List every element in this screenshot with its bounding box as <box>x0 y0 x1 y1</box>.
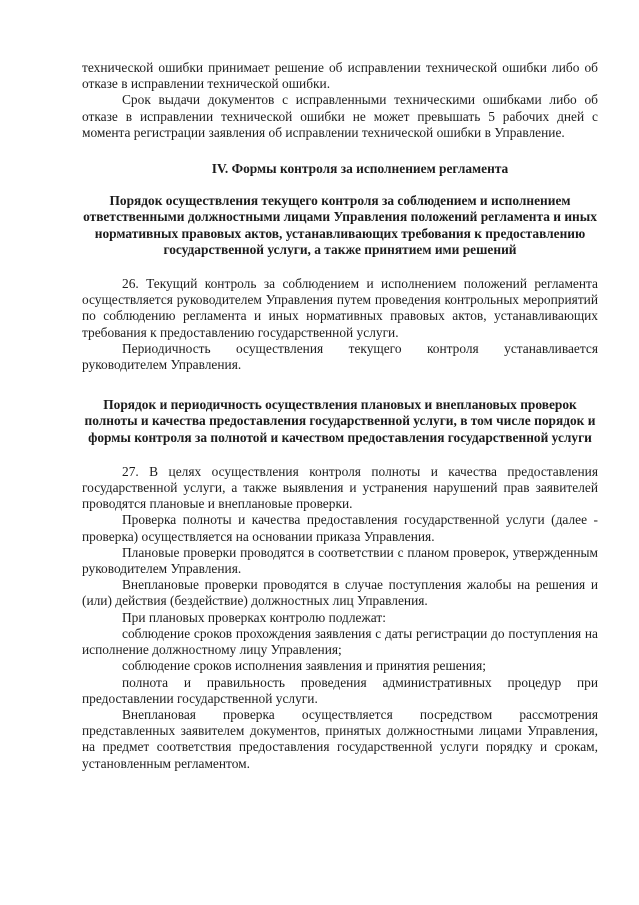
paragraph-26: 26. Текущий контроль за соблюдением и исполнением положений регламента осуществляется руководителем Управления путем проведения контрольных мероприятий по соблюдению регламента и иных нормативных правовых актов, устанавливающих требования к предоставлению государственной услуги. <box>82 276 598 340</box>
paragraph-27-planned: Плановые проверки проводятся в соответствии с планом проверок, утвержденным руководителем Управления. <box>82 544 598 577</box>
paragraph-intro-continuation: технической ошибки принимает решение об исправлении технической ошибки либо об отказе в исправлении технической ошибки. <box>82 60 598 92</box>
paragraph-27-unplanned: Внеплановые проверки проводятся в случае поступления жалобы на решения и (или) действия (бездействие) должностных лиц Управления. <box>82 577 598 609</box>
list-item-deadlines-execution: соблюдение сроков исполнения заявления и принятия решения; <box>122 658 486 674</box>
paragraph-27-subject: При плановых проверках контролю подлежат: <box>122 609 386 625</box>
list-item-completeness: полнота и правильность проведения административных процедур при предоставлении государственной услуги. <box>82 674 598 706</box>
chapter-title: IV. Формы контроля за исполнением регламента <box>211 161 509 177</box>
paragraph-27-unplanned-check: Внеплановая проверка осуществляется посредством рассмотрения представленных заявителем документов, принятых должностными лицами Управления, на предмет соответствия предоставления государственной услуги порядку и срокам, установленным регламентом. <box>82 706 598 771</box>
list-item-deadlines-registration: соблюдение сроков прохождения заявления с даты регистрации до поступления на исполнение должностному лицу Управления; <box>82 625 598 658</box>
paragraph-26-periodicity: Периодичность осуществления текущего контроля устанавливается руководителем Управления. <box>82 340 598 373</box>
section-title-inspections: Порядок и периодичность осуществления плановых и внеплановых проверок полноты и качества предоставления государственной услуги, в том числе порядок и формы контроля за полнотой и качеством предоставления государственной услуги <box>84 397 596 445</box>
paragraph-deadline: Срок выдачи документов с исправленными техническими ошибками либо об отказе в исправлении технической ошибки не может превышать 5 рабочих дней с момента регистрации заявления об исправлении технической ошибки в Управление. <box>82 92 598 140</box>
section-title-current-control: Порядок осуществления текущего контроля за соблюдением и исполнением ответственными должностными лицами Управления положений регламента и иных нормативных правовых актов, устанавливающих требования к предоставлению государственной услуги, а также принятием ими решений <box>83 193 597 257</box>
paragraph-27: 27. В целях осуществления контроля полноты и качества предоставления государственной услуги, а также выявления и устранения нарушений прав заявителей проводятся плановые и внеплановые проверки. <box>82 463 598 512</box>
paragraph-27-check: Проверка полноты и качества предоставления государственной услуги (далее - проверка) осуществляется на основании приказа Управления. <box>82 512 598 544</box>
document-body <box>82 60 598 772</box>
